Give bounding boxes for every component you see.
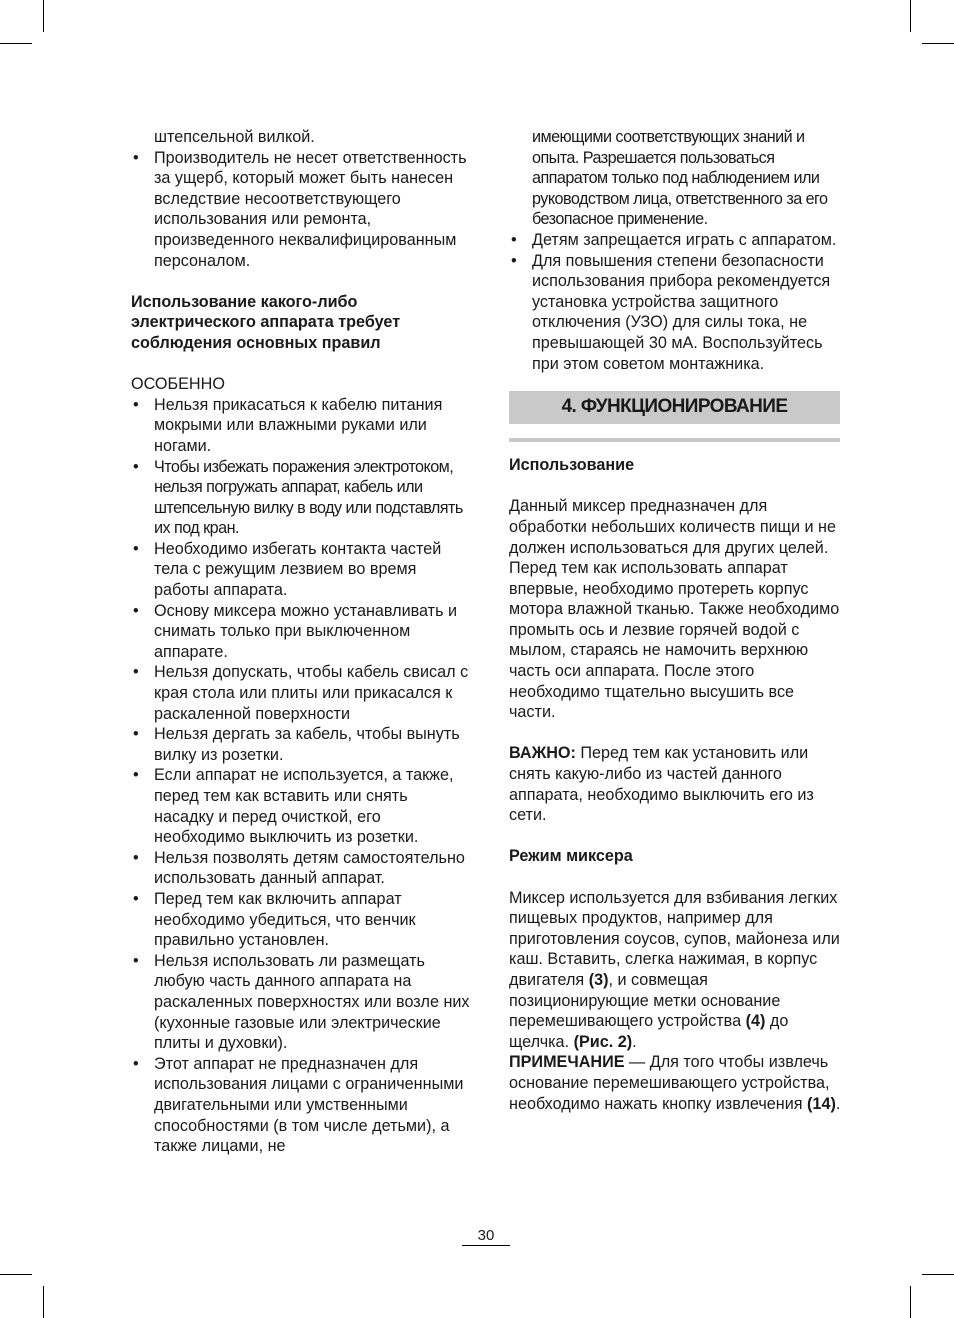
list-item: • Нельзя использовать ли размещать любую часть данного аппарата на раскаленных поверхностях или возле них (кухонные газовые или электрические плиты и духовки). [131, 951, 471, 1054]
text-run: . [835, 1094, 841, 1113]
list-item: • Основу миксера можно устанавливать и снимать только при выключенном аппарате. [131, 601, 471, 663]
list-item: • Для повышения степени безопасности использования прибора рекомендуется установка устройства защитного отключения (УЗО) для силы тока, не превышающей 30 мА. Воспользуйтесь при этом советом монтажника. [509, 251, 845, 375]
list-item: • Необходимо избегать контакта частей тела с режущим лезвием во время работы аппарата. [131, 539, 471, 601]
text-run: Миксер используется для взбивания легких пищевых продуктов, например для приготовления соусов, супов, майонеза или каш. Вставить, слегка нажимая, в корпус двигателя [509, 888, 840, 989]
safety-bullets [131, 395, 471, 1157]
crop-mark [910, 0, 911, 32]
left-top-bullets [131, 148, 471, 272]
text-run: . [632, 1032, 637, 1051]
page-number: 30 [477, 1227, 495, 1244]
crop-mark [0, 1274, 32, 1275]
crop-mark [43, 0, 44, 32]
reference-14: (14) [807, 1094, 836, 1113]
mixer-mode-paragraph [509, 888, 845, 1115]
mixer-mode-heading: Режим миксера [509, 847, 633, 866]
section-title: 4. ФУНКЦИОНИРОВАНИЕ [509, 391, 840, 424]
list-item: • Нельзя допускать, чтобы кабель свисал с края стола или плиты или прикасался к раскаленной поверхности [131, 662, 471, 724]
list-item: • Детям запрещается играть с аппаратом. [509, 230, 845, 251]
right-bullets [509, 230, 845, 374]
list-item: • Если аппарат не используется, а также, перед тем как вставить или снять насадку и перед очисткой, его необходимо выключить из розетки. [131, 765, 471, 847]
usage-heading: Использование [509, 456, 635, 475]
important-text: Перед тем как установить или снять какую-либо из частей данного аппарата, необходимо выключить его из сети. [509, 744, 814, 825]
crop-mark [910, 1286, 911, 1318]
crop-mark [922, 1274, 954, 1275]
left-column [131, 127, 471, 1157]
safety-subheading: ОСОБЕННО [131, 375, 225, 394]
list-item: • Нельзя позволять детям самостоятельно использовать данный аппарат. [131, 848, 471, 889]
crop-mark [922, 43, 954, 44]
list-item: • Нельзя прикасаться к кабелю питания мокрыми или влажными руками или ногами. [131, 395, 471, 457]
page-number-rule [462, 1245, 510, 1246]
text-run: — Для того чтобы извлечь основание перемешивающего устройства, необходимо нажать кнопку извлечения [509, 1053, 830, 1113]
list-item: • Нельзя дергать за кабель, чтобы вынуть вилку из розетки. [131, 724, 471, 765]
list-item: • Производитель не несет ответственность за ущерб, который может быть нанесен вследствие несоответствующего использования или ремонта, произведенного неквалифицированным персоналом. [131, 148, 471, 272]
important-label: ВАЖНО: [509, 744, 576, 763]
list-item: • Чтобы избежать поражения электротоком, нельзя погружать аппарат, кабель или штепсельную вилку в воду или подставлять их под кран. [131, 457, 471, 539]
reference-3: (3) [588, 970, 609, 989]
note-label: ПРИМЕЧАНИЕ [509, 1053, 625, 1072]
list-item: • Этот аппарат не предназначен для использования лицами с ограниченными двигательными или умственными способностями (в том числе детьми), а также лицами, не [131, 1054, 471, 1157]
usage-paragraph: Данный миксер предназначен для обработки небольших количеств пищи и не должен использоваться для других целей. [509, 497, 836, 557]
safety-heading: Использование какого-либо электрического аппарата требует соблюдения основных правил [131, 292, 401, 352]
right-column [509, 127, 845, 1114]
list-item: • Перед тем как включить аппарат необходимо убедиться, что венчик правильно установлен. [131, 889, 471, 951]
text-run: , и совмещая позиционирующие метки основание перемешивающего устройства [509, 970, 781, 1031]
right-continuation: имеющими соответствующих знаний и опыта. Разрешается пользоваться аппаратом только под наблюдением или руководством лица, ответственного за его безопасное применение. [532, 128, 828, 229]
usage-paragraph: Перед тем как использовать аппарат впервые, необходимо протереть корпус мотора влажной тканью. Также необходимо промыть ось и лезвие горячей водой с мылом, стараясь не намочить верхнюю часть оси аппарата. После этого необходимо тщательно высушить все части. [509, 559, 840, 722]
text-run: до щелчка. [509, 1012, 789, 1051]
figure-reference: (Рис. 2) [573, 1032, 633, 1051]
crop-mark [0, 43, 32, 44]
left-continuation: штепсельной вилкой. [154, 128, 315, 146]
crop-mark [43, 1286, 44, 1318]
reference-4: (4) [745, 1012, 766, 1031]
important-note [509, 743, 845, 825]
